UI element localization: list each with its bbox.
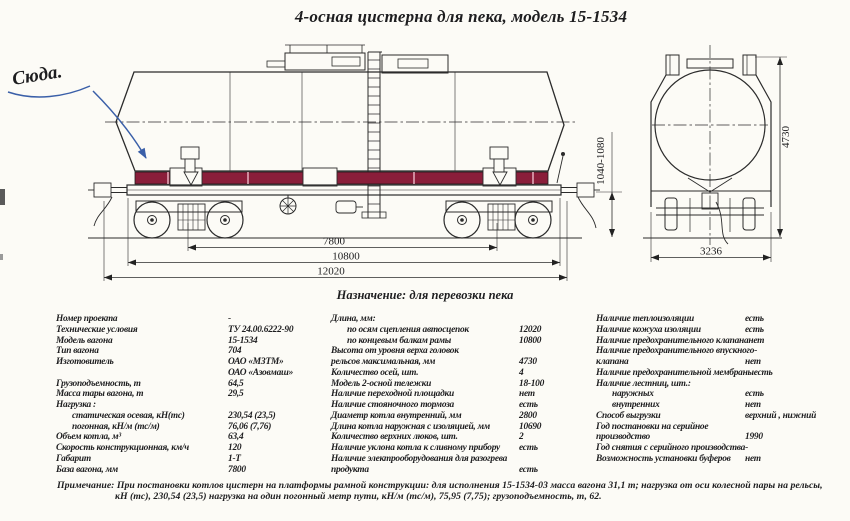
spec-row xyxy=(331,368,593,379)
spec-row xyxy=(596,368,846,379)
spec-column-3 xyxy=(596,314,846,475)
dimensions-end xyxy=(651,57,787,262)
spec-row xyxy=(331,389,593,400)
spec-value: 7800 xyxy=(228,464,246,475)
spec-label: статическая осевая, кН(тс) xyxy=(72,410,185,421)
top-platform-left xyxy=(285,53,365,70)
spec-label: Длина котла наружная с изоляцией, мм xyxy=(331,421,490,432)
spec-value: 76,06 (7,76) xyxy=(228,421,272,432)
spec-value: нет xyxy=(745,400,761,410)
spec-value: 4730 xyxy=(519,357,537,367)
spec-label: Год снятия с серийного производства xyxy=(596,443,746,453)
spec-value: есть xyxy=(753,367,773,378)
spec-table xyxy=(56,314,846,475)
spec-value xyxy=(757,346,846,357)
spec-row xyxy=(56,465,328,476)
spec-label: Длина, мм: xyxy=(331,314,376,324)
spec-label: Количество осей, шт. xyxy=(331,367,419,378)
spec-label: Способ выгрузки xyxy=(596,410,661,421)
spec-value: нет xyxy=(748,335,765,346)
spec-label: Тип вагона xyxy=(56,346,99,357)
spec-row xyxy=(331,454,593,465)
spec-label: Количество верхних люков, шт. xyxy=(331,432,458,443)
spec-row xyxy=(596,346,846,357)
spec-value xyxy=(228,400,328,411)
spec-value: - xyxy=(228,314,231,324)
spec-value: нет xyxy=(519,389,535,400)
handwritten-annotation xyxy=(8,61,146,158)
spec-row xyxy=(331,400,593,411)
side-view-tank xyxy=(105,45,575,218)
spec-value: 1-Т xyxy=(228,453,241,464)
scan-artifact xyxy=(0,254,3,260)
spec-row xyxy=(331,336,593,347)
spec-value: 2 xyxy=(519,432,524,443)
spec-value: есть xyxy=(519,464,538,475)
spec-row xyxy=(331,422,593,433)
spec-row xyxy=(596,336,846,347)
spec-row xyxy=(596,422,846,433)
spec-row xyxy=(596,400,846,411)
coupler-left xyxy=(88,183,127,226)
spec-label: погонная, кН/м (тс/м) xyxy=(72,421,160,432)
spec-label: Наличие переходной площадки xyxy=(331,389,454,400)
spec-label: Год постановки на серийное xyxy=(596,421,709,432)
spec-row xyxy=(596,443,846,454)
spec-row xyxy=(331,357,593,368)
spec-label: Наличие стояночного тормоза xyxy=(331,400,454,410)
spec-row xyxy=(331,432,593,443)
spec-value: есть xyxy=(745,324,764,335)
spec-row xyxy=(596,379,846,390)
annotation-text: Сюда. xyxy=(10,61,64,90)
spec-label: Нагрузка : xyxy=(56,400,96,410)
spec-label: Модель 2-осной тележки xyxy=(331,378,432,389)
spec-row xyxy=(331,379,593,390)
spec-value: нет xyxy=(745,357,761,367)
note-line-1: Примечание: При постановки котлов цистерн на платформы рамной конструкции: для исполнения 15-1534-03 масса вагона 31,1 т; нагрузка от оси колесной пары на рельсы, xyxy=(57,480,823,491)
spec-row xyxy=(56,379,328,390)
spec-value: 64,5 xyxy=(228,378,244,389)
brake-cylinder xyxy=(336,201,363,213)
spec-value: 63,4 xyxy=(228,432,244,443)
spec-value xyxy=(519,314,593,325)
spec-label: Объем котла, м³ xyxy=(56,432,121,443)
purpose-line: Назначение: для перевозки пека xyxy=(336,288,514,302)
spec-row xyxy=(331,325,593,336)
spec-label: Наличие кожуха изоляции xyxy=(596,324,701,335)
spec-row xyxy=(56,389,328,400)
spec-label xyxy=(596,465,745,476)
spec-row xyxy=(596,314,846,325)
spec-label: Скорость конструкционная, км/ч xyxy=(56,443,189,453)
spec-label: Высота от уровня верха головок xyxy=(331,346,459,357)
spec-label: Наличие предохранительной мембраны xyxy=(596,367,754,378)
spec-label: Грузоподъемность, т xyxy=(56,378,141,389)
spec-value: 4 xyxy=(519,367,524,378)
spec-row xyxy=(56,400,328,411)
spec-label: Номер проекта xyxy=(56,314,118,324)
document-title: 4-осная цистерна для пека, модель 15-1534 xyxy=(294,7,628,26)
spec-label: Масса тары вагона, т xyxy=(56,389,144,400)
spec-label: Возможность установки буферов xyxy=(596,453,731,464)
spec-row xyxy=(331,314,593,325)
spec-row xyxy=(331,465,593,476)
spec-row xyxy=(56,422,328,433)
spec-label: по осям сцепления автосцепок xyxy=(347,324,469,335)
spec-label xyxy=(56,368,228,379)
spec-value: 12020 xyxy=(519,324,542,335)
spec-value: 10690 xyxy=(519,421,542,432)
spec-value xyxy=(519,454,593,465)
spec-row xyxy=(56,346,328,357)
spec-label: Габарит xyxy=(56,453,91,464)
dim-end-width: 3236 xyxy=(700,245,722,258)
dim-overall-height: 4730 xyxy=(780,126,792,148)
spec-value: - xyxy=(745,443,748,453)
underframe xyxy=(127,185,561,195)
spec-label: Наличие уклона котла к сливному прибору xyxy=(331,443,500,453)
spec-row xyxy=(56,411,328,422)
uncoupling-lever xyxy=(557,152,565,183)
annotation-arrow xyxy=(93,91,146,158)
spec-row xyxy=(596,432,846,443)
dim-bogie-base: 7800 xyxy=(323,235,345,248)
spec-value: 230,54 (23,5) xyxy=(228,410,276,421)
spec-row xyxy=(56,432,328,443)
spec-row xyxy=(596,389,846,400)
spec-value xyxy=(745,379,846,390)
spec-value: 29,5 xyxy=(228,389,244,400)
scan-artifact xyxy=(0,189,5,205)
spec-value: ОАО «Азовмаш» xyxy=(228,367,294,378)
spec-label: продукта xyxy=(331,464,369,475)
spec-value: 704 xyxy=(228,346,242,357)
handrail xyxy=(285,45,365,53)
top-platform-right xyxy=(382,55,448,73)
spec-column-2 xyxy=(331,314,593,475)
technical-drawing xyxy=(0,40,850,290)
spec-column-1 xyxy=(56,314,328,475)
spec-label: наружных xyxy=(612,389,654,400)
spec-label: Наличие электрооборудования для разогрева xyxy=(331,453,508,464)
spec-value: есть xyxy=(519,400,538,410)
spec-label: Наличие теплоизоляции xyxy=(596,314,694,324)
spec-value: ОАО «МЗТМ» xyxy=(228,357,284,367)
spec-label: Модель вагона xyxy=(56,335,113,346)
spec-row xyxy=(56,357,328,368)
spec-label: Диаметр котла внутренний, мм xyxy=(331,410,462,421)
dim-coupler-length: 12020 xyxy=(317,265,345,278)
spec-label: рельсов максимальная, мм xyxy=(331,357,436,367)
spec-label: клапана xyxy=(596,357,629,367)
spec-value: есть xyxy=(745,314,764,324)
spec-label: База вагона, мм xyxy=(56,464,118,475)
spec-value: есть xyxy=(519,443,538,453)
spec-value xyxy=(745,465,846,476)
spec-label: Наличие лестниц, шт.: xyxy=(596,378,691,389)
ladder xyxy=(362,52,386,218)
spec-row xyxy=(56,314,328,325)
spec-row xyxy=(331,346,593,357)
spec-row xyxy=(596,357,846,368)
brake-hose xyxy=(578,197,596,228)
brake-hose xyxy=(94,197,112,226)
spec-label: Изготовитель xyxy=(56,357,114,367)
note xyxy=(57,481,844,502)
spec-row xyxy=(331,411,593,422)
spec-value: есть xyxy=(745,389,764,400)
spec-label: Наличие предохранительного впускного- xyxy=(596,346,758,357)
spec-row xyxy=(56,443,328,454)
spec-label: внутренних xyxy=(612,400,660,410)
spec-row xyxy=(596,325,846,336)
spec-value: 120 xyxy=(228,443,242,453)
spec-value: 1990 xyxy=(745,432,763,443)
spec-row xyxy=(596,465,846,476)
spec-label: Технические условия xyxy=(56,324,138,335)
spec-value: 18-100 xyxy=(519,378,545,389)
spec-value xyxy=(745,422,846,433)
spec-value: нет xyxy=(745,453,761,464)
spec-label: производство xyxy=(596,432,650,443)
spec-label: Наличие предохранительного клапана xyxy=(596,335,749,346)
spec-row xyxy=(56,325,328,336)
bogie-left xyxy=(134,201,243,238)
end-view xyxy=(651,45,771,245)
bogie-right xyxy=(444,201,552,238)
spec-value: ТУ 24.00.6222-90 xyxy=(228,324,294,335)
spec-row xyxy=(596,454,846,465)
spec-row xyxy=(56,454,328,465)
spec-value: 15-1534 xyxy=(228,335,258,346)
spec-value: 10800 xyxy=(519,335,542,346)
spec-row xyxy=(331,443,593,454)
spec-value xyxy=(519,346,593,357)
dim-frame-length: 10800 xyxy=(332,250,360,263)
spec-label: по концевым балкам рамы xyxy=(347,335,452,346)
dim-coupler-height: 1040-1080 xyxy=(595,137,607,185)
spec-row xyxy=(596,411,846,422)
handbrake-wheel xyxy=(280,195,296,214)
spec-row xyxy=(56,368,328,379)
note-line-2: кН (тс), 230,54 (23,5) нагрузка на один погонный метр пути, кН/м (тс/м), 75,95 (7,75); грузоподъемность, т, 62. xyxy=(115,490,602,502)
spec-value: 2800 xyxy=(519,410,537,421)
spec-value: верхний , нижний xyxy=(745,410,817,421)
spec-row xyxy=(56,336,328,347)
